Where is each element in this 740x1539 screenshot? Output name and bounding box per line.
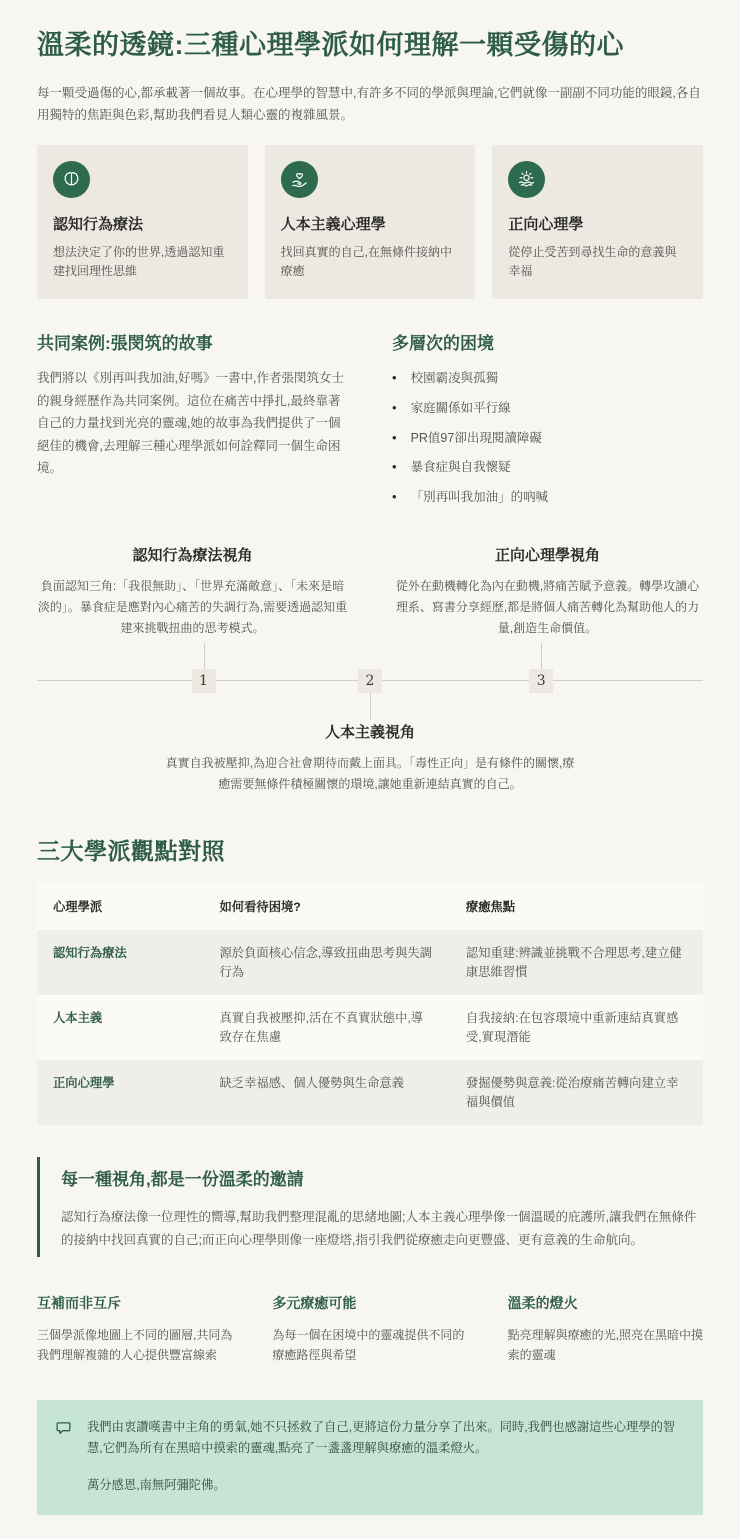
pillar-complementary xyxy=(37,1293,232,1366)
perspective-body: 負面認知三角:「我很無助」、「世界充滿敵意」、「未來是暗淡的」。暴食症是應對內心痛苦的失調行為,需要透過認知重建來挑戰扭曲的思考模式。 xyxy=(37,578,348,635)
case-body: 我們將以《別再叫我加油,好嗎》一書中,作者張閔筑女士的親身經歷作為共同案例。這位在痛苦中掙扎,最終靠著自己的力量找到光亮的靈魂,她的故事為我們提供了一個絕佳的機會,去理解三種心理學派如何詮釋同一個生命困境。 xyxy=(37,371,344,476)
pillar-body: 點亮理解與療癒的光,照亮在黑暗中摸索的靈魂 xyxy=(507,1328,703,1363)
perspective-title: 人本主義視角 xyxy=(324,723,415,741)
column-header: 如何看待困境? xyxy=(204,884,450,930)
perspective-positive xyxy=(392,544,703,639)
column-header: 心理學派 xyxy=(37,884,204,930)
difficulties-list xyxy=(392,369,703,507)
pillar-title: 多元療癒可能 xyxy=(272,1295,357,1312)
card-title: 人本主義心理學 xyxy=(280,215,386,233)
timeline-connector xyxy=(204,643,205,669)
hand-heart-icon xyxy=(281,161,318,198)
school-cell: 人本主義 xyxy=(37,995,204,1060)
perspective-humanistic xyxy=(164,721,577,795)
bullet-icon: • xyxy=(392,489,397,505)
pillar-multiple-paths xyxy=(272,1293,467,1366)
pillar-title: 互補而非互斥 xyxy=(37,1295,121,1312)
bullet-icon: • xyxy=(392,429,397,445)
list-item xyxy=(392,488,703,507)
timeline-marker-2: 2 xyxy=(358,669,382,693)
closing-quote-box xyxy=(37,1400,703,1516)
list-item xyxy=(392,399,703,418)
card-description: 從停止受苦到尋找生命的意義與幸福 xyxy=(508,244,677,279)
list-item-text: 家庭關係如平行線 xyxy=(410,400,511,415)
focus-cell: 認知重建:辨識並挑戰不合理思考,建立健康思維習慣 xyxy=(450,930,703,995)
perspective-title: 正向心理學視角 xyxy=(494,546,600,564)
list-item xyxy=(392,458,703,477)
comparison-title: 三大學派觀點對照 xyxy=(37,837,225,864)
timeline xyxy=(37,669,703,693)
card-description: 想法決定了你的世界,透過認知重建找回理性思維 xyxy=(53,244,225,279)
school-cell: 正向心理學 xyxy=(37,1060,204,1125)
sunrise-icon xyxy=(508,161,545,198)
school-cards-row xyxy=(37,145,703,299)
pillar-title: 溫柔的燈火 xyxy=(507,1295,578,1312)
list-item xyxy=(392,369,703,388)
timeline-connector xyxy=(541,643,542,669)
list-item xyxy=(392,429,703,448)
timeline-marker-3: 3 xyxy=(529,669,553,693)
case-section xyxy=(37,329,348,518)
comparison-table xyxy=(37,884,703,1125)
invitation-callout xyxy=(37,1157,703,1257)
card-cbt xyxy=(37,145,248,299)
card-description: 找回真實的自己,在無條件接納中療癒 xyxy=(280,244,453,279)
list-item-text: 「別再叫我加油」的吶喊 xyxy=(410,490,549,505)
perspective-title: 認知行為療法視角 xyxy=(132,546,253,564)
pillar-body: 三個學派像地圖上不同的圖層,共同為我們理解複雜的人心提供豐富線索 xyxy=(37,1328,233,1363)
timeline-connector xyxy=(370,693,371,719)
list-item-text: 校園霸凌與孤獨 xyxy=(410,371,499,386)
case-title: 共同案例:張閔筑的故事 xyxy=(37,334,213,354)
list-item-text: 暴食症與自我懷疑 xyxy=(410,460,511,475)
card-humanistic xyxy=(265,145,476,299)
pillar-body: 為每一個在困境中的靈魂提供不同的療癒路徑與希望 xyxy=(272,1328,465,1363)
difficulties-section xyxy=(392,329,703,518)
card-title: 正向心理學 xyxy=(508,215,584,233)
quote-bubble-icon xyxy=(55,1419,72,1441)
bullet-icon: • xyxy=(392,459,397,475)
table-header xyxy=(37,884,703,930)
view-cell: 缺乏幸福感、個人優勢與生命意義 xyxy=(204,1060,450,1125)
card-positive xyxy=(492,145,703,299)
focus-cell: 自我接納:在包容環境中重新連結真實感受,實現潛能 xyxy=(450,995,703,1060)
closing-paragraph: 我們由衷讚嘆書中主角的勇氣,她不只拯救了自己,更將這份力量分享了出來。同時,我們也感謝這些心理學的智慧,它們為所有在黑暗中摸索的靈魂,點亮了一盞盞理解與療癒的溫柔燈火。 xyxy=(87,1419,676,1456)
column-header: 療癒焦點 xyxy=(450,884,703,930)
table-row xyxy=(37,995,703,1060)
table-row xyxy=(37,1060,703,1125)
perspective-body: 從外在動機轉化為內在動機,將痛苦賦予意義。轉學攻讀心理系、寫書分享經歷,都是將個人痛苦轉化為幫助他人的力量,創造生命價值。 xyxy=(395,578,700,635)
card-title: 認知行為療法 xyxy=(53,215,144,233)
brain-icon xyxy=(53,161,90,198)
closing-paragraph: 萬分感恩,南無阿彌陀佛。 xyxy=(87,1477,226,1492)
page-title: 溫柔的透鏡:三種心理學派如何理解一顆受傷的心 xyxy=(37,30,624,60)
difficulties-title: 多層次的困境 xyxy=(392,334,494,354)
pillars-row xyxy=(37,1293,703,1366)
school-cell: 認知行為療法 xyxy=(37,930,204,995)
intro-paragraph: 每一顆受過傷的心,都承載著一個故事。在心理學的智慧中,有許多不同的學派與理論,它們就像一副副不同功能的眼鏡,各自用獨特的焦距與色彩,幫助我們看見人類心靈的複雜風景。 xyxy=(37,86,701,122)
closing-text xyxy=(87,1417,683,1497)
list-item-text: PR值97卻出現閱讀障礙 xyxy=(410,430,542,445)
perspective-cbt xyxy=(37,544,348,639)
invitation-title: 每一種視角,都是一份溫柔的邀請 xyxy=(61,1170,304,1190)
invitation-body: 認知行為療法像一位理性的嚮導,幫助我們整理混亂的思緒地圖;人本主義心理學像一個溫暖的庇護所,讓我們在無條件的接納中找回真實的自己;而正向心理學則像一座燈塔,指引我們從療癒走向更豐盛、更有意義的生命航向。 xyxy=(61,1210,697,1247)
pillar-gentle-light xyxy=(508,1293,703,1366)
view-cell: 真實自我被壓抑,活在不真實狀態中,導致存在焦慮 xyxy=(204,995,450,1060)
case-and-difficulties xyxy=(37,329,703,518)
bullet-icon: • xyxy=(392,399,397,415)
focus-cell: 發掘優勢與意義:從治療痛苦轉向建立幸福與價值 xyxy=(450,1060,703,1125)
table-row xyxy=(37,930,703,995)
view-cell: 源於負面核心信念,導致扭曲思考與失調行為 xyxy=(204,930,450,995)
timeline-marker-1: 1 xyxy=(192,669,216,693)
bullet-icon: • xyxy=(392,370,397,386)
perspective-body: 真實自我被壓抑,為迎合社會期待而戴上面具。「毒性正向」是有條件的關懷,療癒需要無條件積極關懷的環境,讓她重新連結真實的自己。 xyxy=(165,755,575,791)
perspectives-top-row xyxy=(37,544,703,639)
